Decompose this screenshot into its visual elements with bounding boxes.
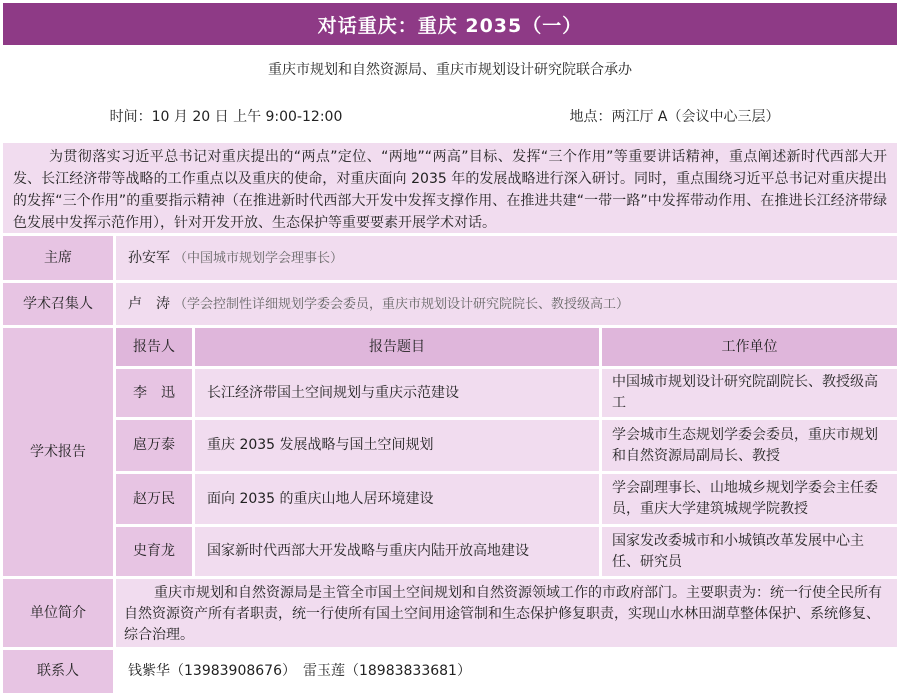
header-topic: 报告题目 [195, 328, 599, 366]
convener-name: 卢 涛 [128, 295, 170, 312]
event-sheet [3, 3, 897, 693]
chair-title: （中国城市规划学会理事长） [174, 250, 344, 266]
report-topic: 面向 2035 的重庆山地人居环境建设 [195, 474, 599, 524]
unit-label: 单位简介 [3, 579, 113, 647]
report-org: 中国城市规划设计研究院副院长、教授级高工 [602, 369, 897, 417]
report-speaker: 扈万泰 [116, 420, 192, 471]
chair-info [116, 236, 897, 280]
event-time: 时间：10 月 20 日 上午 9:00-12:00 [3, 95, 449, 140]
report-topic: 国家新时代西部大开发战略与重庆内陆开放高地建设 [195, 527, 599, 576]
convener-label: 学术召集人 [3, 283, 113, 325]
report-topic: 重庆 2035 发展战略与国土空间规划 [195, 420, 599, 471]
reports-label: 学术报告 [3, 328, 113, 576]
unit-description: 重庆市规划和自然资源局是主管全市国土空间规划和自然资源领域工作的市政府部门。主要职责为：统一行使全民所有自然资源资产所有者职责，统一行使所有国土空间用途管制和生态保护修复职责，实现山水林田湖草整体保护、系统修复、综合治理。 [116, 579, 897, 647]
event-title: 对话重庆：重庆 2035（一） [3, 3, 897, 45]
convener-title: （学会控制性详细规划学委会委员，重庆市规划设计研究院院长、教授级高工） [174, 296, 630, 312]
header-speaker: 报告人 [116, 328, 192, 366]
chair-name: 孙安军 [128, 249, 170, 266]
contact-label: 联系人 [3, 650, 113, 693]
report-speaker: 史育龙 [116, 527, 192, 576]
report-org: 学会城市生态规划学委会委员，重庆市规划和自然资源局副局长、教授 [602, 420, 897, 471]
event-intro: 为贯彻落实习近平总书记对重庆提出的“两点”定位、“两地”“两高”目标、发挥“三个作用”等重要讲话精神，重点阐述新时代西部大开发、长江经济带等战略的工作重点以及重庆的使命，对重庆面向 2035 年的发展战略进行深入研讨。同时，重点围绕习近平总书记对重庆提出的发挥“三个作用”的重要指示精神（在推进新时代西部大开发中发挥支撑作用、在推进共建“一带一路”中发挥带动作用、在推进长江经济带绿色发展中发挥示范作用），针对开发开放、生态保护等重要要素开展学术对话。 [3, 143, 897, 233]
organizers-line: 重庆市规划和自然资源局、重庆市规划设计研究院联合承办 [3, 48, 897, 92]
convener-info [116, 283, 897, 325]
report-org: 学会副理事长、山地城乡规划学委会主任委员，重庆大学建筑城规学院教授 [602, 474, 897, 524]
report-topic: 长江经济带国土空间规划与重庆示范建设 [195, 369, 599, 417]
contact-info: 钱紫华（13983908676） 雷玉莲（18983833681） [116, 650, 897, 693]
report-speaker: 赵万民 [116, 474, 192, 524]
chair-label: 主席 [3, 236, 113, 280]
event-location: 地点：两江厅 A（会议中心三层） [452, 95, 897, 140]
report-speaker: 李 迅 [116, 369, 192, 417]
header-org: 工作单位 [602, 328, 897, 366]
report-org: 国家发改委城市和小城镇改革发展中心主任、研究员 [602, 527, 897, 576]
